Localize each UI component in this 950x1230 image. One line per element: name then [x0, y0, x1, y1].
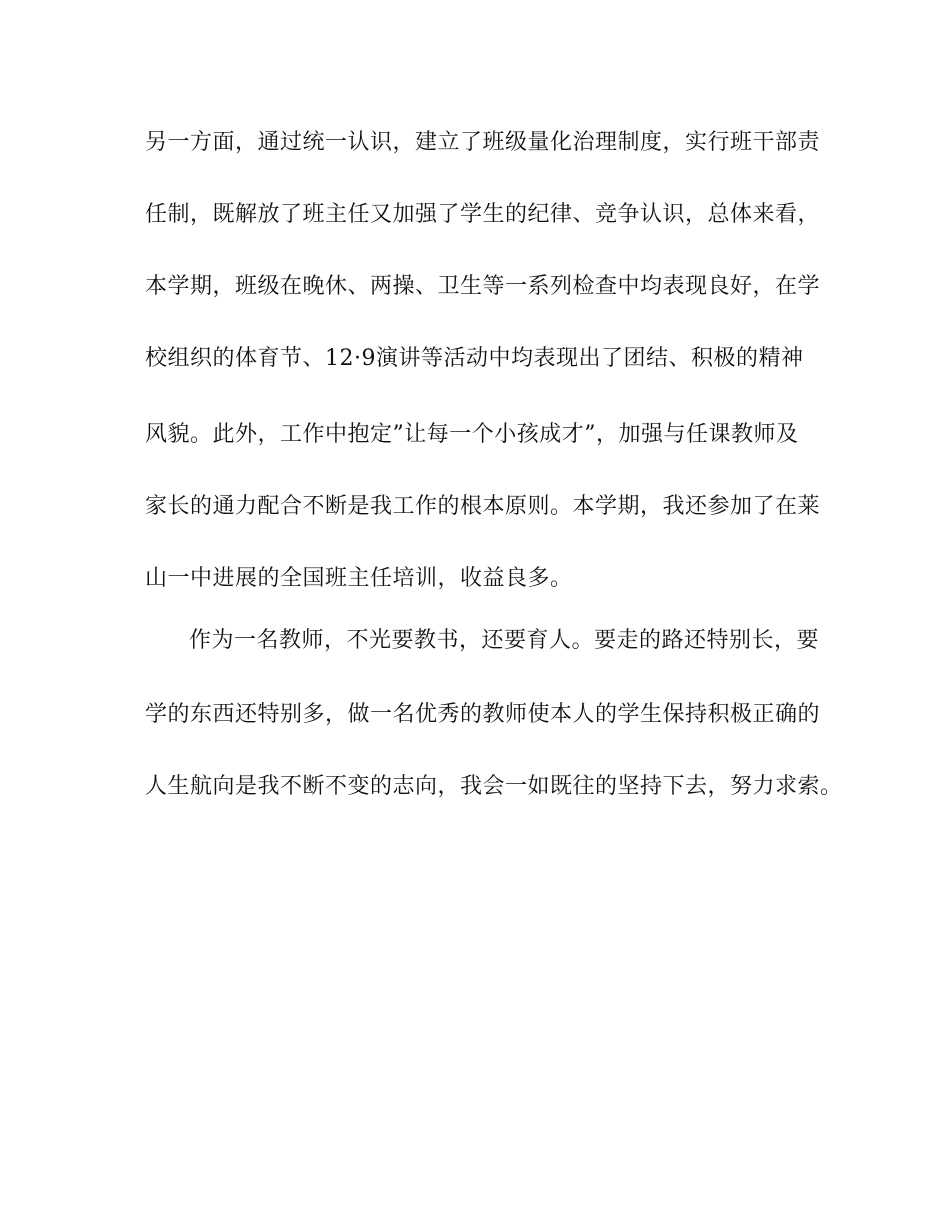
paragraph-line: 本学期，班级在晚休、两操、卫生等一系列检查中均表现良好，在学: [145, 274, 821, 299]
paragraph-line: 人生航向是我不断不变的志向，我会一如既往的坚持下去，努力求索。: [145, 774, 843, 799]
paragraph-line: 风貌。此外，工作中抱定”让每一个小孩成才”，加强与任课教师及: [145, 422, 799, 447]
paragraph-line: 家长的通力配合不断是我工作的根本原则。本学期，我还参加了在莱: [145, 494, 821, 519]
paragraph-line: 学的东西还特别多，做一名优秀的教师使本人的学生保持积极正确的: [145, 702, 821, 727]
paragraph-line: 山一中进展的全国班主任培训，收益良多。: [145, 566, 573, 591]
paragraph-line: 任制，既解放了班主任又加强了学生的纪律、竞争认识，总体来看，: [145, 202, 821, 227]
paragraph-line: 另一方面，通过统一认识，建立了班级量化治理制度，实行班干部责: [145, 130, 821, 155]
paragraph-line: 校组织的体育节、12·9演讲等活动中均表现出了团结、积极的精神: [145, 346, 804, 371]
paragraph-first-line: 作为一名教师，不光要教书，还要育人。要走的路还特别长，要: [189, 628, 820, 653]
